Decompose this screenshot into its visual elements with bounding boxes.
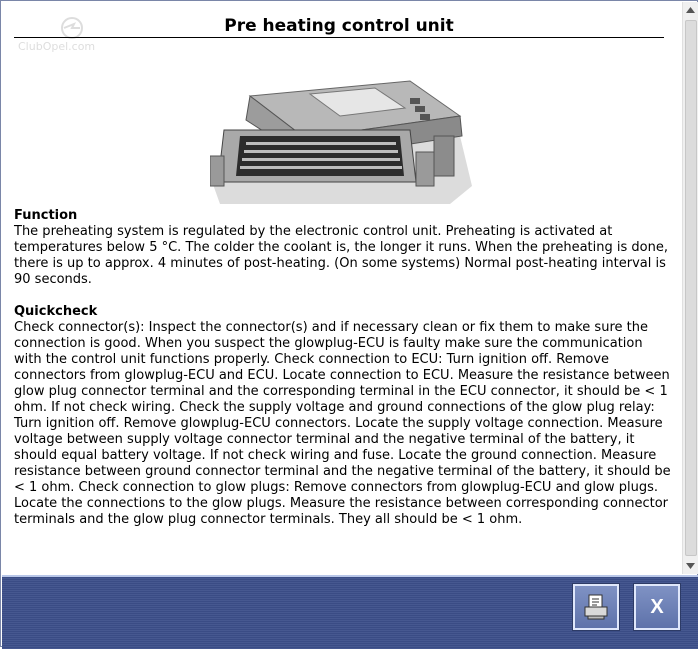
- scroll-up-button[interactable]: [683, 2, 698, 18]
- ecu-image: [210, 76, 472, 204]
- quickcheck-paragraph: Check connector(s): Inspect the connector(s) and if necessary clean or fix them to make sure the connection is good. When you suspect the glowplug-ECU is faulty make sure the communication with the control unit functions properly. Check connection to ECU: Turn ignition off. Remove connectors from glowplug-ECU and ECU. Locate connection to ECU. Measure the resistance between glow plug connector terminal and the corresponding terminal in the ECU connector, it should be < 1 ohm. If not check wiring. Check the supply voltage and ground connections of the glow plug relay: Turn ignition off. Remove glowplug-ECU connectors. Locate the supply voltage connection. Measure voltage between supply voltage connector terminal and the negative terminal of the battery, it should equal battery voltage. If not check wiring and fuse. Locate the ground connection. Measure resistance between ground connector terminal and the negative terminal of the battery, it should be < 1 ohm. Check connection to glow plugs: Remove connectors from glowplug-ECU and glow plugs. Locate the connections to the glow plugs. Measure the resistance between corresponding connector terminals and the glow plug connector terminals. They all should be < 1 ohm.: [14, 320, 671, 527]
- description-text: [14, 208, 674, 544]
- quickcheck-heading: Quickcheck: [14, 304, 98, 319]
- function-heading: Function: [14, 208, 78, 223]
- scroll-thumb[interactable]: [685, 20, 697, 556]
- function-paragraph: The preheating system is regulated by the electronic control unit. Preheating is activated at temperatures below 5 °C. The colder the coolant is, the longer it runs. When the preheating is done, there is up to approx. 4 minutes of post-heating. (On some systems) Normal post-heating interval is 90 seconds.: [14, 224, 668, 287]
- print-icon: [584, 594, 608, 620]
- close-button[interactable]: [634, 584, 680, 630]
- print-button[interactable]: [573, 584, 619, 630]
- button-bar: [2, 575, 698, 649]
- arrow-up-icon: [686, 7, 695, 13]
- vertical-scrollbar[interactable]: [682, 2, 698, 574]
- close-label: X: [650, 595, 664, 618]
- page-title: Pre heating control unit: [224, 16, 454, 36]
- title-divider: [14, 37, 664, 38]
- content-pane: [2, 2, 682, 574]
- scroll-down-button[interactable]: [683, 558, 698, 574]
- arrow-down-icon: [686, 563, 695, 569]
- watermark-text: ClubOpel.com: [18, 40, 96, 53]
